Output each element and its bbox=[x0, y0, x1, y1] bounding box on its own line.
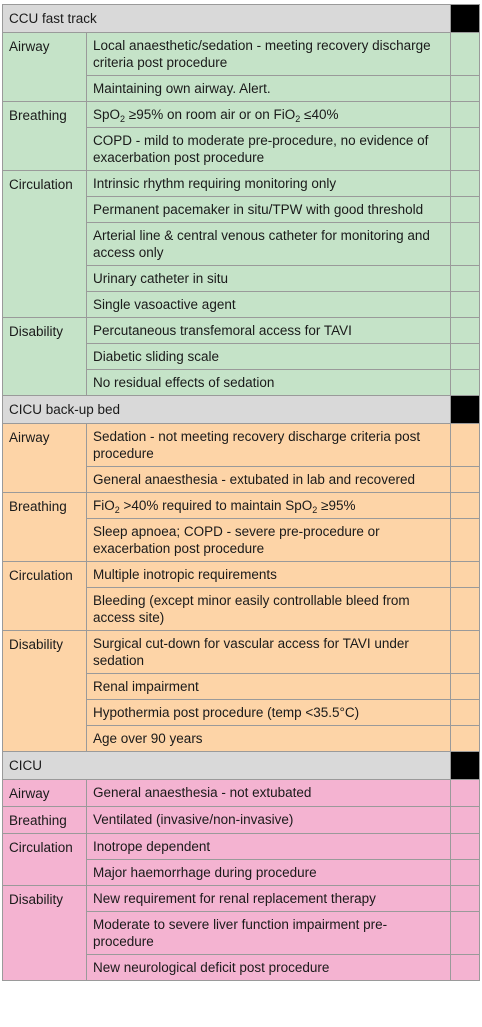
category-cell: Circulation bbox=[3, 834, 87, 886]
criteria-table-wrapper bbox=[2, 4, 479, 981]
check-cell bbox=[451, 344, 480, 370]
criterion-cell: General anaesthesia - not extubated bbox=[87, 780, 451, 807]
check-cell bbox=[451, 292, 480, 318]
criterion-cell: COPD - mild to moderate pre-procedure, no evidence of exacerbation post procedure bbox=[87, 128, 451, 171]
check-cell bbox=[451, 834, 480, 860]
check-cell bbox=[451, 912, 480, 955]
criterion-cell: Intrinsic rhythm requiring monitoring only bbox=[87, 171, 451, 197]
check-cell bbox=[451, 318, 480, 344]
category-cell: Disability bbox=[3, 886, 87, 981]
table-row bbox=[3, 318, 480, 344]
table-row bbox=[3, 562, 480, 588]
table-row bbox=[3, 807, 480, 834]
check-cell bbox=[451, 674, 480, 700]
section-title: CCU fast track bbox=[3, 5, 451, 33]
section-marker bbox=[451, 396, 480, 424]
check-cell bbox=[451, 562, 480, 588]
table-row bbox=[3, 834, 480, 860]
check-cell bbox=[451, 726, 480, 752]
table-row bbox=[3, 424, 480, 467]
criterion-cell: Moderate to severe liver function impairment pre-procedure bbox=[87, 912, 451, 955]
table-row bbox=[3, 33, 480, 76]
check-cell bbox=[451, 76, 480, 102]
check-cell bbox=[451, 370, 480, 396]
check-cell bbox=[451, 197, 480, 223]
criterion-cell: Ventilated (invasive/non-invasive) bbox=[87, 807, 451, 834]
section-title: CICU bbox=[3, 752, 451, 780]
check-cell bbox=[451, 886, 480, 912]
check-cell bbox=[451, 33, 480, 76]
criterion-cell: Major haemorrhage during procedure bbox=[87, 860, 451, 886]
criterion-cell: Renal impairment bbox=[87, 674, 451, 700]
check-cell bbox=[451, 955, 480, 981]
category-cell: Airway bbox=[3, 780, 87, 807]
section-title: CICU back-up bed bbox=[3, 396, 451, 424]
table-row bbox=[3, 493, 480, 519]
table-row bbox=[3, 886, 480, 912]
category-cell: Airway bbox=[3, 424, 87, 493]
category-cell: Disability bbox=[3, 631, 87, 752]
check-cell bbox=[451, 493, 480, 519]
table-row bbox=[3, 631, 480, 674]
criterion-cell: Arterial line & central venous catheter for monitoring and access only bbox=[87, 223, 451, 266]
check-cell bbox=[451, 780, 480, 807]
category-cell: Breathing bbox=[3, 807, 87, 834]
criterion-cell: Urinary catheter in situ bbox=[87, 266, 451, 292]
criterion-cell: Diabetic sliding scale bbox=[87, 344, 451, 370]
check-cell bbox=[451, 467, 480, 493]
criterion-cell: Multiple inotropic requirements bbox=[87, 562, 451, 588]
section-header-cicu-backup-bed bbox=[3, 396, 480, 424]
check-cell bbox=[451, 700, 480, 726]
table-row bbox=[3, 102, 480, 128]
check-cell bbox=[451, 860, 480, 886]
check-cell bbox=[451, 128, 480, 171]
criterion-cell: General anaesthesia - extubated in lab and recovered bbox=[87, 467, 451, 493]
triage-criteria-table bbox=[2, 4, 480, 981]
criterion-cell: Local anaesthetic/sedation - meeting recovery discharge criteria post procedure bbox=[87, 33, 451, 76]
check-cell bbox=[451, 631, 480, 674]
table-row bbox=[3, 780, 480, 807]
check-cell bbox=[451, 519, 480, 562]
criterion-cell: Percutaneous transfemoral access for TAVI bbox=[87, 318, 451, 344]
category-cell: Circulation bbox=[3, 562, 87, 631]
criterion-cell: Hypothermia post procedure (temp <35.5°C) bbox=[87, 700, 451, 726]
criterion-cell: New neurological deficit post procedure bbox=[87, 955, 451, 981]
criterion-cell: No residual effects of sedation bbox=[87, 370, 451, 396]
section-header-cicu bbox=[3, 752, 480, 780]
criterion-cell: SpO$_2$ ≥95% on room air or on FiO$_2$ ≤40% bbox=[87, 102, 451, 128]
category-cell: Airway bbox=[3, 33, 87, 102]
table-body bbox=[3, 5, 480, 981]
table-row bbox=[3, 171, 480, 197]
criterion-cell: Surgical cut-down for vascular access for TAVI under sedation bbox=[87, 631, 451, 674]
section-marker bbox=[451, 752, 480, 780]
check-cell bbox=[451, 266, 480, 292]
check-cell bbox=[451, 588, 480, 631]
criterion-cell: Maintaining own airway. Alert. bbox=[87, 76, 451, 102]
category-cell: Disability bbox=[3, 318, 87, 396]
check-cell bbox=[451, 807, 480, 834]
criterion-cell: Bleeding (except minor easily controllable bleed from access site) bbox=[87, 588, 451, 631]
check-cell bbox=[451, 223, 480, 266]
criterion-cell: FiO$_2$ >40% required to maintain SpO$_2$ ≥95% bbox=[87, 493, 451, 519]
check-cell bbox=[451, 171, 480, 197]
check-cell bbox=[451, 102, 480, 128]
criterion-cell: Single vasoactive agent bbox=[87, 292, 451, 318]
criterion-cell: Inotrope dependent bbox=[87, 834, 451, 860]
criterion-cell: Permanent pacemaker in situ/TPW with good threshold bbox=[87, 197, 451, 223]
category-cell: Circulation bbox=[3, 171, 87, 318]
criterion-cell: New requirement for renal replacement therapy bbox=[87, 886, 451, 912]
section-marker bbox=[451, 5, 480, 33]
section-header-ccu-fast-track bbox=[3, 5, 480, 33]
criterion-cell: Sedation - not meeting recovery discharge criteria post procedure bbox=[87, 424, 451, 467]
check-cell bbox=[451, 424, 480, 467]
category-cell: Breathing bbox=[3, 493, 87, 562]
criterion-cell: Sleep apnoea; COPD - severe pre-procedure or exacerbation post procedure bbox=[87, 519, 451, 562]
criterion-cell: Age over 90 years bbox=[87, 726, 451, 752]
category-cell: Breathing bbox=[3, 102, 87, 171]
